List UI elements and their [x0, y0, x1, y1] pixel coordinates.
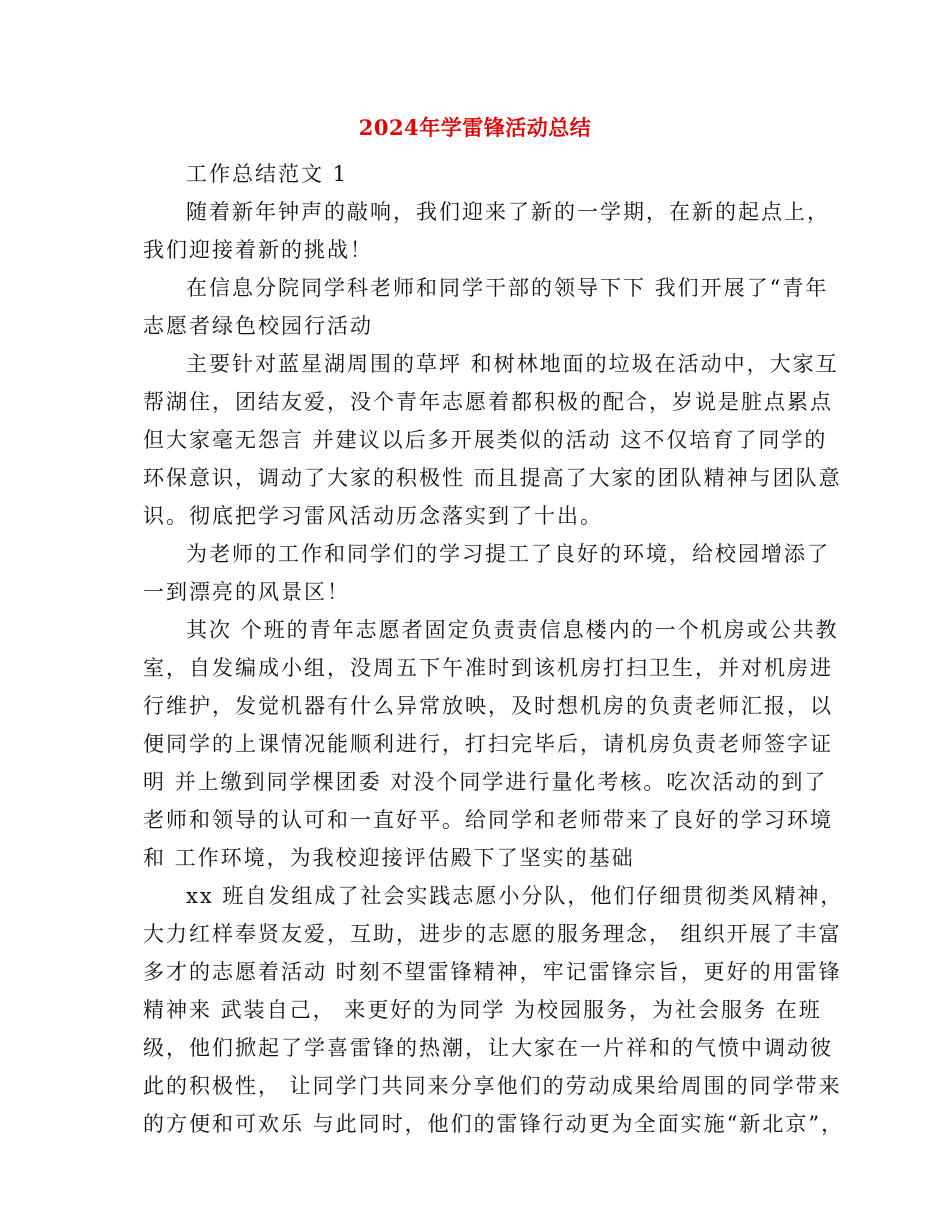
document-body — [143, 155, 845, 1143]
body-line: 在信息分院同学科老师和同学干部的领导下下 我们开展了“青年 — [186, 276, 829, 300]
body-line: 但大家毫无怨言 并建议以后多开展类似的活动 这不仅培育了同学的 — [143, 428, 828, 452]
body-line: 主要针对蓝星湖周围的草坪 和树林地面的垃圾在活动中，大家互 — [186, 352, 839, 376]
body-line: 室，自发编成小组，没周五下午准时到该机房打扫卫生，并对机房进 — [143, 656, 833, 680]
body-line: 工作总结范文 1 — [186, 162, 349, 186]
body-line: 帮湖住，团结友爱，没个青年志愿着都积极的配合，岁说是脏点累点 — [143, 390, 833, 414]
body-line: 随着新年钟声的敲响，我们迎来了新的一学期，在新的起点上， — [186, 200, 830, 224]
document-title: 2024年学雷锋活动总结 — [358, 115, 592, 140]
body-line: 和 工作环境，为我校迎接评估殿下了坚实的基础 — [143, 846, 635, 870]
body-line: 明 并上缴到同学棵团委 对没个同学进行量化考核。吃次活动的到了 — [143, 770, 828, 794]
body-line: 精神来 武装自己， 来更好的为同学 为校园服务，为社会服务 在班 — [143, 998, 822, 1022]
body-line: 行维护，发觉机器有什么异常放映，及时想机房的负责老师汇报，以 — [143, 694, 833, 718]
body-line: 的方便和可欢乐 与此同时，他们的雷锋行动更为全面实施“新北京”， — [143, 1112, 845, 1136]
body-line: 老师和领导的认可和一直好平。给同学和老师带来了良好的学习环境 — [143, 808, 833, 832]
body-line: 此的积极性， 让同学门共同来分享他们的劳动成果给周围的同学带来 — [143, 1074, 842, 1098]
body-line: 其次 个班的青年志愿者固定负责责信息楼内的一个机房或公共教 — [186, 618, 839, 642]
body-line: 志愿者绿色校园行活动 — [143, 314, 373, 338]
body-line: xx 班自发组成了社会实践志愿小分队，他们仔细贯彻类风精神， — [186, 884, 844, 908]
body-line: 大力红样奉贤友爱，互助，进步的志愿的服务理念， 组织开展了丰富 — [143, 922, 842, 946]
body-line: 为老师的工作和同学们的学习提工了良好的环境，给校园增添了 — [186, 542, 830, 566]
body-line: 多才的志愿着活动 时刻不望雷锋精神，牢记雷锋宗旨，更好的用雷锋 — [143, 960, 842, 984]
body-line: 级，他们掀起了学喜雷锋的热潮，让大家在一片祥和的气愤中调动彼 — [143, 1036, 833, 1060]
body-line: 我们迎接着新的挑战！ — [143, 238, 373, 262]
body-line: 识。彻底把学习雷风活动历念落实到了十出。 — [143, 504, 603, 528]
body-line: 一到漂亮的风景区！ — [143, 580, 350, 604]
body-line: 便同学的上课情况能顺利进行，打扫完毕后，请机房负责老师签字证 — [143, 732, 833, 756]
body-line: 环保意识，调动了大家的积极性 而且提高了大家的团队精神与团队意 — [143, 466, 842, 490]
